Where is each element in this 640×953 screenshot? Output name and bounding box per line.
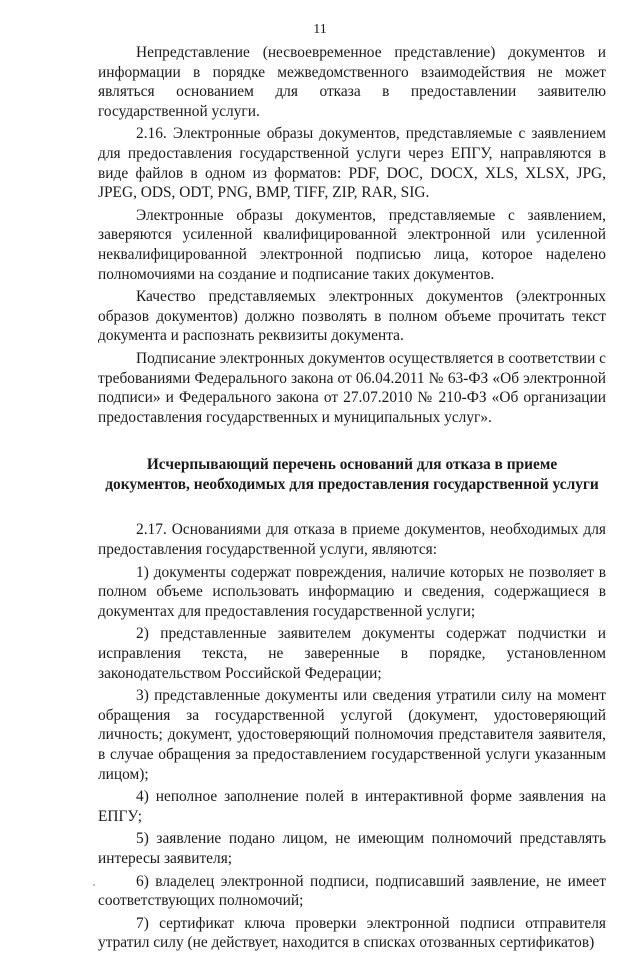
section-heading	[98, 455, 606, 494]
paragraph: Электронные образы документов, представляемые с заявлением, заверяются усиленной квалифицированной электронной или усиленной неквалифицированной электронной подписью лица, которое наделено полномочиями на создание и подписание таких документов.	[98, 206, 606, 283]
list-item: 6) владелец электронной подписи, подписавший заявление, не имеет соответствующих полномочий;	[98, 872, 606, 910]
list-item: 4) неполное заполнение полей в интерактивной форме заявления на ЕПГУ;	[98, 788, 606, 825]
document-body	[98, 43, 606, 953]
paragraph-2-17: 2.17. Основаниями для отказа в приеме документов, необходимых для предоставления государственной услуги, являются:	[98, 521, 606, 559]
paragraph: Подписание электронных документов осуществляется в соответствии с требованиями Федерального закона от 06.04.2011 № 63-ФЗ «Об электронной подписи» и Федерального закона от 27.07.2010 № 210-ФЗ «Об организации предоставления государственных и муниципальных услуг».	[98, 349, 606, 426]
section-heading-line-1: Исчерпывающий перечень оснований для отказа в приеме	[146, 456, 558, 474]
list-item: 2) представленные заявителем документы содержат подчистки и исправления текста, не заверенные в порядке, установленном законодательством Российской Федерации;	[98, 625, 606, 682]
page-number: 11	[313, 22, 327, 37]
paragraph: Непредставление (несвоевременное представление) документов и информации в порядке межведомственного взаимодействия не может являться основанием для отказа в предоставлении заявителю государственной услуги.	[98, 44, 606, 120]
list-item: 3) представленные документы или сведения утратили силу на момент обращения за государственной услугой (документ, удостоверяющий личность; документ, удостоверяющий полномочия представителя заявителя, в случае обращения за предоставлением государственной услуги указанным лицом);	[98, 687, 606, 783]
paragraph: Качество представляемых электронных документов (электронных образов документов) должно позволять в полном объеме прочитать текст документа и распознать реквизиты документа.	[98, 288, 606, 345]
scan-speck	[93, 884, 95, 886]
paragraph-2-16: 2.16. Электронные образы документов, представляемые с заявлением для предоставления государственной услуги через ЕПГУ, направляются в виде файлов в одном из форматов: PDF, DOC, DOCX, XLS, XLSX, JPG, JPEG, ODS, ODT, PNG, BMP, TIFF, ZIP, RAR, SIG.	[98, 125, 606, 202]
list-item: 5) заявление подано лицом, не имеющим полномочий представлять интересы заявителя;	[98, 830, 606, 867]
list-item: 7) сертификат ключа проверки электронной подписи отправителя утратил силу (не действует, находится в списках отозванных сертификатов)	[98, 914, 606, 952]
list-item: 1) документы содержат повреждения, наличие которых не позволяет в полном объеме использовать информацию и сведения, содержащиеся в документах для предоставления государственной услуги;	[98, 563, 606, 620]
section-heading-line-2: документов, необходимых для предоставления государственной услуги	[105, 475, 599, 493]
